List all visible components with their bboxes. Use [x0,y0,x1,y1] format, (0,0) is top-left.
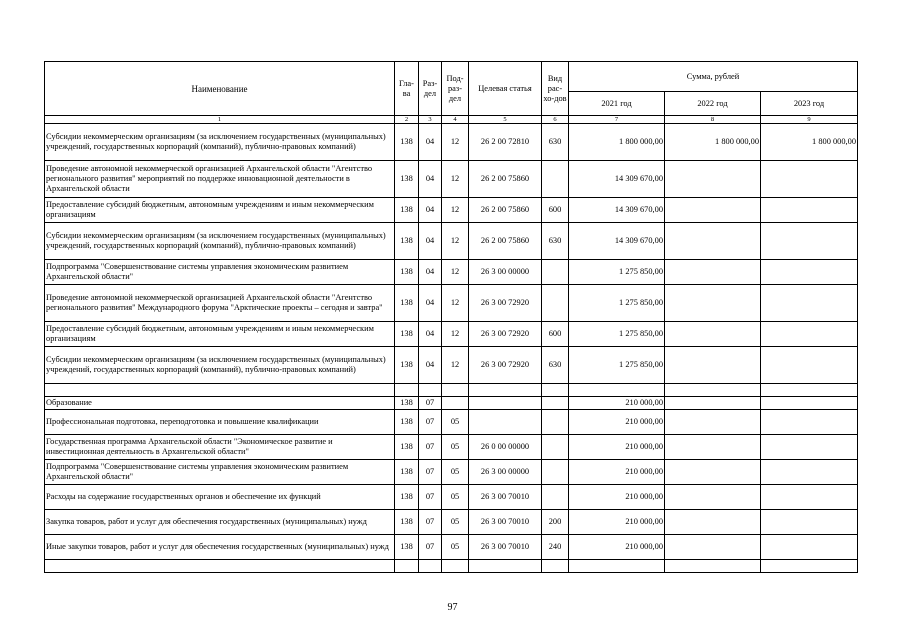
row-razdel: 04 [419,260,442,285]
header-podrazdel: Под-раз-дел [442,62,469,116]
row-sum-2023 [761,435,858,460]
row-glava [395,384,419,397]
row-glava: 138 [395,198,419,223]
row-vid [542,397,569,410]
row-podrazdel: 12 [442,161,469,198]
row-vid: 630 [542,223,569,260]
row-glava: 138 [395,435,419,460]
col-number: 2 [395,116,419,124]
header-year-2023: 2023 год [761,92,858,116]
row-razdel: 04 [419,198,442,223]
table-row [45,347,858,384]
row-podrazdel: 05 [442,485,469,510]
row-sum-2023 [761,347,858,384]
row-vid [542,460,569,485]
row-podrazdel: 12 [442,198,469,223]
row-sum-2022 [665,322,761,347]
row-sum-2022 [665,460,761,485]
row-sum-2022 [665,510,761,535]
col-number: 8 [665,116,761,124]
row-vid: 600 [542,322,569,347]
row-vid: 600 [542,198,569,223]
row-razdel [419,384,442,397]
row-name: Субсидии некоммерческим организациям (за исключением государственных (муниципальных) учреждений, государственных корпораций (компаний), публично-правовых компаний) [45,124,395,161]
row-vid: 240 [542,535,569,560]
row-razdel: 07 [419,485,442,510]
row-razdel [419,560,442,573]
header-name: Наименование [45,62,395,116]
row-sum-2023 [761,322,858,347]
table-row [45,397,858,410]
row-target: 26 3 00 00000 [469,260,542,285]
row-sum-2021: 14 309 670,00 [569,198,665,223]
row-sum-2021: 210 000,00 [569,435,665,460]
row-sum-2023 [761,198,858,223]
row-vid [542,260,569,285]
header-target: Целевая статья [469,62,542,116]
row-sum-2021: 1 275 850,00 [569,285,665,322]
row-podrazdel [442,384,469,397]
row-sum-2021: 1 275 850,00 [569,347,665,384]
budget-table [44,61,858,573]
row-glava: 138 [395,124,419,161]
row-name: Государственная программа Архангельской области "Экономическое развитие и инвестиционная деятельность в Архангельской области" [45,435,395,460]
row-sum-2023 [761,560,858,573]
column-number-row [45,116,858,124]
header-razdel: Раз-дел [419,62,442,116]
row-sum-2021: 1 275 850,00 [569,260,665,285]
row-target: 26 3 00 72920 [469,347,542,384]
row-podrazdel: 05 [442,410,469,435]
row-razdel: 04 [419,322,442,347]
row-podrazdel: 05 [442,510,469,535]
row-podrazdel: 05 [442,435,469,460]
table-row [45,485,858,510]
row-name: Предоставление субсидий бюджетным, автономным учреждениям и иным некоммерческим организациям [45,322,395,347]
row-sum-2023 [761,223,858,260]
row-sum-2022 [665,397,761,410]
row-sum-2021: 210 000,00 [569,510,665,535]
col-number: 4 [442,116,469,124]
header-sum: Сумма, рублей [569,62,858,92]
row-sum-2022 [665,161,761,198]
row-name: Предоставление субсидий бюджетным, автономным учреждениям и иным некоммерческим организациям [45,198,395,223]
table-row [45,260,858,285]
row-sum-2022 [665,260,761,285]
row-sum-2021: 210 000,00 [569,410,665,435]
row-sum-2021: 1 800 000,00 [569,124,665,161]
row-sum-2023 [761,410,858,435]
row-glava: 138 [395,535,419,560]
row-sum-2021 [569,384,665,397]
col-number: 1 [45,116,395,124]
row-razdel: 04 [419,124,442,161]
table-row [45,322,858,347]
col-number: 5 [469,116,542,124]
row-target: 26 3 00 70010 [469,510,542,535]
row-sum-2022 [665,560,761,573]
row-vid: 200 [542,510,569,535]
table-row [45,285,858,322]
row-sum-2023 [761,535,858,560]
row-glava: 138 [395,485,419,510]
row-razdel: 04 [419,223,442,260]
row-razdel: 07 [419,460,442,485]
row-sum-2022 [665,198,761,223]
row-name: Проведение автономной некоммерческой организацией Архангельской области "Агентство регионального развития" Международного форума "Арктические проекты – сегодня и завтра" [45,285,395,322]
table-row [45,198,858,223]
row-sum-2022 [665,435,761,460]
row-podrazdel: 12 [442,124,469,161]
col-number: 6 [542,116,569,124]
row-glava: 138 [395,223,419,260]
row-sum-2021: 210 000,00 [569,535,665,560]
table-row [45,161,858,198]
row-glava: 138 [395,322,419,347]
row-sum-2021: 210 000,00 [569,397,665,410]
row-target: 26 2 00 75860 [469,223,542,260]
col-number: 7 [569,116,665,124]
row-glava: 138 [395,510,419,535]
row-target: 26 2 00 72810 [469,124,542,161]
row-sum-2023: 1 800 000,00 [761,124,858,161]
page-number: 97 [447,602,458,613]
row-podrazdel: 12 [442,223,469,260]
row-podrazdel: 12 [442,285,469,322]
header-glava: Гла-ва [395,62,419,116]
row-sum-2021 [569,560,665,573]
row-glava: 138 [395,347,419,384]
table-row [45,535,858,560]
row-vid [542,384,569,397]
row-sum-2023 [761,460,858,485]
row-name: Подпрограмма "Совершенствование системы управления экономическим развитием Архангельской области" [45,460,395,485]
table-row [45,124,858,161]
row-glava: 138 [395,460,419,485]
row-vid [542,161,569,198]
row-name [45,560,395,573]
row-sum-2022 [665,285,761,322]
row-vid [542,485,569,510]
row-sum-2022 [665,223,761,260]
row-razdel: 07 [419,397,442,410]
row-podrazdel: 05 [442,535,469,560]
row-podrazdel: 05 [442,460,469,485]
row-name: Субсидии некоммерческим организациям (за исключением государственных (муниципальных) учреждений, государственных корпораций (компаний), публично-правовых компаний) [45,223,395,260]
row-sum-2021: 210 000,00 [569,485,665,510]
row-sum-2022 [665,347,761,384]
row-sum-2022 [665,410,761,435]
row-sum-2023 [761,510,858,535]
row-glava: 138 [395,285,419,322]
row-razdel: 07 [419,410,442,435]
row-sum-2023 [761,260,858,285]
row-target: 26 0 00 00000 [469,435,542,460]
row-sum-2023 [761,161,858,198]
row-vid: 630 [542,124,569,161]
row-glava [395,560,419,573]
table-row [45,460,858,485]
row-razdel: 04 [419,347,442,384]
row-razdel: 04 [419,285,442,322]
header-vid: Вид рас-хо-дов [542,62,569,116]
row-sum-2021: 1 275 850,00 [569,322,665,347]
row-vid [542,285,569,322]
row-sum-2022 [665,535,761,560]
row-target: 26 3 00 70010 [469,485,542,510]
header-year-2021: 2021 год [569,92,665,116]
row-name: Иные закупки товаров, работ и услуг для обеспечения государственных (муниципальных) нужд [45,535,395,560]
row-vid [542,560,569,573]
row-target: 26 3 00 00000 [469,460,542,485]
row-name: Закупка товаров, работ и услуг для обеспечения государственных (муниципальных) нужд [45,510,395,535]
table-row [45,223,858,260]
row-name [45,384,395,397]
table-row-empty [45,560,858,573]
row-podrazdel: 12 [442,260,469,285]
row-sum-2022 [665,485,761,510]
row-target: 26 3 00 70010 [469,535,542,560]
row-name: Расходы на содержание государственных органов и обеспечение их функций [45,485,395,510]
row-target [469,560,542,573]
col-number: 3 [419,116,442,124]
row-glava: 138 [395,397,419,410]
row-glava: 138 [395,260,419,285]
row-sum-2023 [761,384,858,397]
row-vid: 630 [542,347,569,384]
row-name: Проведение автономной некоммерческой организацией Архангельской области "Агентство регионального развития" мероприятий по поддержке инновационной деятельности в Архангельской области [45,161,395,198]
row-target: 26 2 00 75860 [469,198,542,223]
row-sum-2021: 14 309 670,00 [569,161,665,198]
table-row [45,410,858,435]
row-target: 26 3 00 72920 [469,285,542,322]
row-sum-2023 [761,397,858,410]
row-name: Образование [45,397,395,410]
row-sum-2021: 14 309 670,00 [569,223,665,260]
row-sum-2022: 1 800 000,00 [665,124,761,161]
row-sum-2022 [665,384,761,397]
row-vid [542,410,569,435]
row-podrazdel: 12 [442,322,469,347]
row-vid [542,435,569,460]
row-target: 26 3 00 72920 [469,322,542,347]
row-glava: 138 [395,161,419,198]
row-razdel: 07 [419,435,442,460]
table-row [45,510,858,535]
row-razdel: 07 [419,510,442,535]
col-number: 9 [761,116,858,124]
row-name: Субсидии некоммерческим организациям (за исключением государственных (муниципальных) учреждений, государственных корпораций (компаний), публично-правовых компаний) [45,347,395,384]
row-podrazdel [442,560,469,573]
row-podrazdel [442,397,469,410]
row-razdel: 07 [419,535,442,560]
row-target [469,397,542,410]
row-target [469,410,542,435]
table-row-empty [45,384,858,397]
row-podrazdel: 12 [442,347,469,384]
row-sum-2021: 210 000,00 [569,460,665,485]
row-sum-2023 [761,285,858,322]
row-sum-2023 [761,485,858,510]
row-target [469,384,542,397]
row-glava: 138 [395,410,419,435]
row-name: Подпрограмма "Совершенствование системы управления экономическим развитием Архангельской области" [45,260,395,285]
row-target: 26 2 00 75860 [469,161,542,198]
header-year-2022: 2022 год [665,92,761,116]
table-row [45,435,858,460]
row-name: Профессиональная подготовка, переподготовка и повышение квалификации [45,410,395,435]
row-razdel: 04 [419,161,442,198]
